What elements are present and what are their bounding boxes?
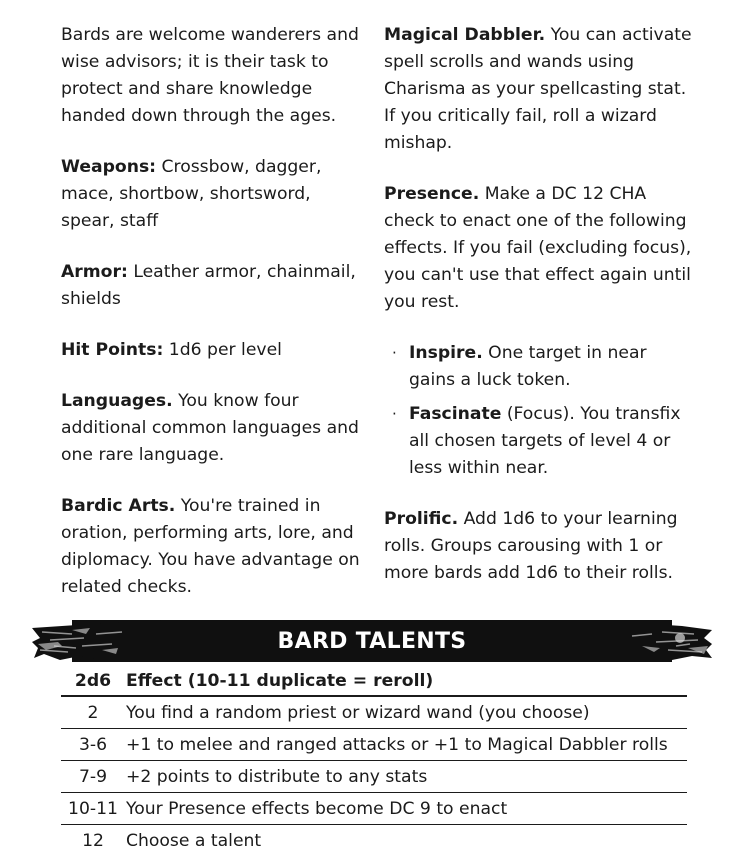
prolific-paragraph: Prolific. Add 1d6 to your learning rolls. Groups carousing with 1 or more bards add 1d6 to their rolls. [384,509,678,583]
table-header-row [61,666,687,696]
talents-title: BARD TALENTS [277,629,467,654]
weapons-paragraph: Weapons: Crossbow, dagger, mace, shortbow, shortsword, spear, staff [61,157,322,231]
table-row [61,761,687,793]
left-column [61,22,361,625]
list-item: · Inspire. One target in near gains a luck token. [392,340,696,394]
bullet-dot: · [392,405,397,423]
presence-paragraph: Presence. Make a DC 12 CHA check to enact one of the following effects. If you fail (excluding focus), you can't use that effect again until you rest. [384,184,692,312]
magical-dabbler-paragraph: Magical Dabbler. You can activate spell scrolls and wands using Charisma as your spellcasting stat. If you critically fail, roll a wizard mishap. [384,25,692,153]
roll-cell: 7-9 [61,761,125,793]
roll-cell: 12 [82,830,104,851]
right-column [384,22,696,611]
table-row [61,825,687,857]
table-row [61,729,687,761]
languages-paragraph: Languages. You know four additional common languages and one rare language. [61,391,359,465]
bardic-arts-paragraph: Bardic Arts. You're trained in oration, performing arts, lore, and diplomacy. You have advantage on related checks. [61,496,360,597]
effect-cell: Your Presence effects become DC 9 to enact [125,793,687,825]
hit-points-paragraph: Hit Points: 1d6 per level [61,340,282,360]
roll-cell: 10-11 [61,793,125,825]
roll-column-header: 2d6 [61,666,125,696]
effect-column-header: Effect (10-11 duplicate = reroll) [125,666,687,696]
effect-cell: +2 points to distribute to any stats [125,761,687,793]
armor-paragraph: Armor: Leather armor, chainmail, shields [61,262,356,309]
talents-table [61,666,687,856]
talents-banner [32,620,712,662]
intro-paragraph: Bards are welcome wanderers and wise advisors; it is their task to protect and share knowledge handed down through the ages. [61,25,359,126]
effect-cell: +1 to melee and ranged attacks or +1 to Magical Dabbler rolls [125,729,687,761]
presence-effects-list [384,340,696,482]
bullet-dot: · [392,344,397,362]
effect-cell: Choose a talent [126,830,262,851]
table-row [61,793,687,825]
list-item: · Fascinate (Focus). You transfix all chosen targets of level 4 or less within near. [392,401,696,482]
effect-cell: You find a random priest or wizard wand (you choose) [125,696,687,729]
table-row [61,696,687,729]
roll-cell: 3-6 [61,729,125,761]
roll-cell: 2 [61,696,125,729]
